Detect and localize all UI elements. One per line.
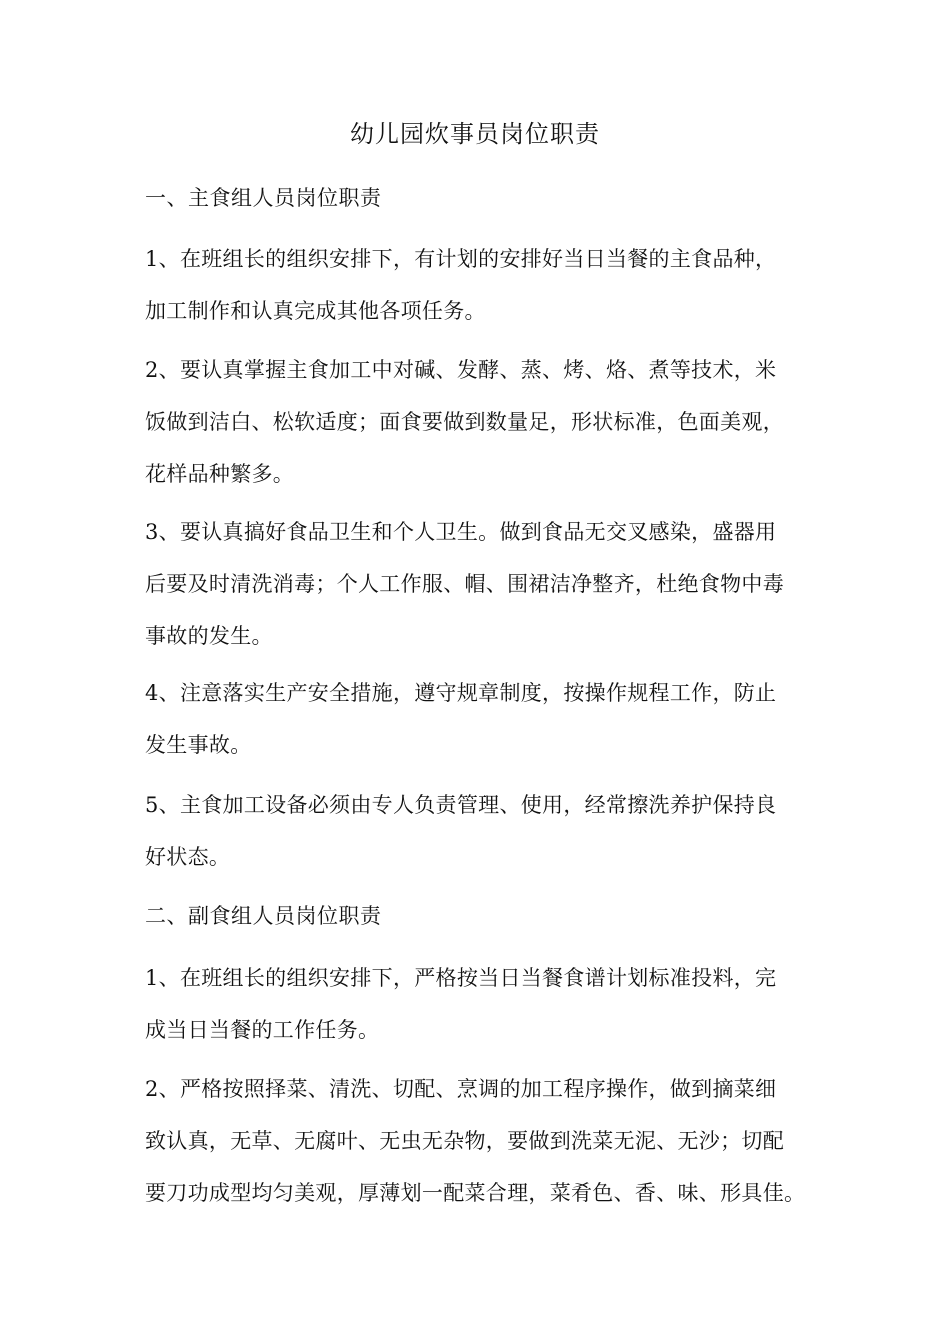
section-1-item-5: [145, 779, 825, 883]
paragraph-line: 4、注意落实生产安全措施，遵守规章制度，按操作规程工作，防止: [145, 681, 777, 705]
section-2-item-1: [145, 952, 825, 1056]
paragraph-line: 致认真，无草、无腐叶、无虫无杂物，要做到洗菜无泥、无沙；切配: [145, 1129, 784, 1153]
paragraph-line: 事故的发生。: [145, 624, 273, 648]
paragraph-line: 要刀功成型均匀美观，厚薄划一配菜合理，菜肴色、香、味、形具佳。: [145, 1181, 806, 1205]
section-2-item-2: [145, 1063, 825, 1219]
document-title: 幼儿园炊事员岗位职责: [350, 120, 600, 148]
section-1-item-1: [145, 233, 825, 337]
paragraph-line: 1、在班组长的组织安排下，有计划的安排好当日当餐的主食品种，: [145, 247, 777, 271]
section-1-item-2: [145, 344, 825, 500]
section-1-item-4: [145, 667, 825, 771]
paragraph-line: 2、严格按照择菜、清洗、切配、烹调的加工程序操作，做到摘菜细: [145, 1077, 777, 1101]
section-2-heading: 二、副食组人员岗位职责: [145, 904, 382, 928]
paragraph-line: 1、在班组长的组织安排下，严格按当日当餐食谱计划标准投料，完: [145, 966, 777, 990]
paragraph-line: 3、要认真搞好食品卫生和个人卫生。做到食品无交叉感染，盛器用: [145, 520, 777, 544]
paragraph-line: 好状态。: [145, 845, 231, 869]
paragraph-line: 2、要认真掌握主食加工中对碱、发酵、蒸、烤、烙、煮等技术，米: [145, 358, 777, 382]
paragraph-line: 饭做到洁白、松软适度；面食要做到数量足，形状标准，色面美观，: [145, 410, 784, 434]
paragraph-line: 加工制作和认真完成其他各项任务。: [145, 299, 486, 323]
paragraph-line: 花样品种繁多。: [145, 462, 295, 486]
paragraph-line: 成当日当餐的工作任务。: [145, 1018, 380, 1042]
paragraph-line: 后要及时清洗消毒；个人工作服、帽、围裙洁净整齐，杜绝食物中毒: [145, 572, 784, 596]
section-1-heading: 一、主食组人员岗位职责: [145, 186, 382, 210]
section-1-item-3: [145, 506, 825, 662]
paragraph-line: 5、主食加工设备必须由专人负责管理、使用，经常擦洗养护保持良: [145, 793, 777, 817]
paragraph-line: 发生事故。: [145, 733, 252, 757]
